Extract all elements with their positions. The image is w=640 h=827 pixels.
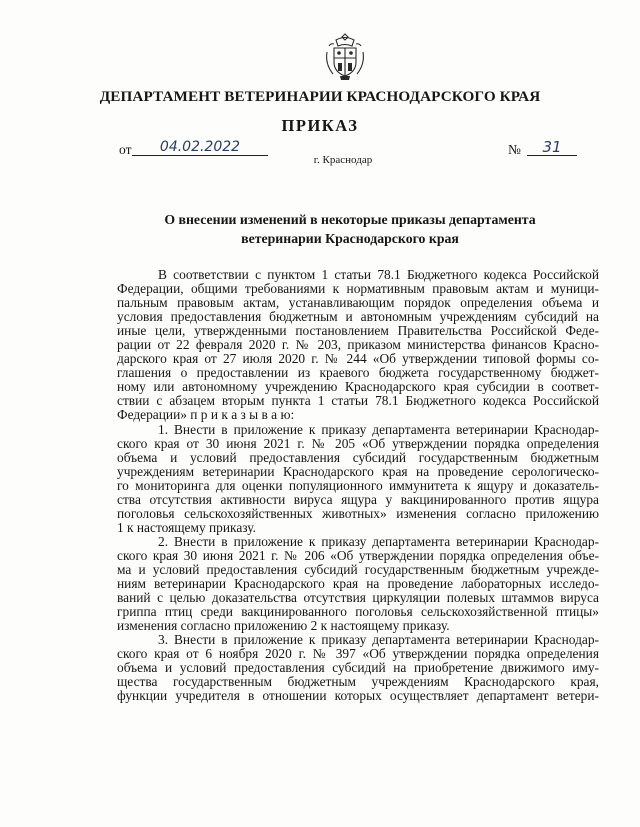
subject-line: О внесении изменений в некоторые приказы департамента: [164, 212, 536, 227]
body-line: 1. Внести в приложение к приказу департамента ветеринарии Краснодар-: [158, 422, 599, 437]
document-body: [117, 268, 599, 703]
document-type: ПРИКАЗ: [281, 116, 359, 135]
subject-line: ветеринарии Краснодарского края: [241, 231, 459, 246]
body-line: Федерации, общими требованиями к нормативным правовым актам и муници-: [117, 282, 599, 297]
body-line: 3. Внести в приложение к приказу департамента ветеринарии Краснодар-: [158, 633, 599, 648]
document-subject: [150, 210, 550, 248]
city-label: г. Краснодар: [313, 154, 373, 166]
body-line: функции учредителя в отношении которых осуществляет департамент ветери-: [117, 689, 599, 704]
body-line: рации от 22 февраля 2020 г. № 203, приказом министерства финансов Красно-: [117, 338, 599, 353]
body-line: ского края от 6 ноября 2020 г. № 397 «Об утверждении порядка определения: [117, 647, 599, 662]
number-prefix: №: [508, 142, 521, 157]
body-line: ниям ветеринарии Краснодарского края на проведение лабораторных исследо-: [117, 577, 599, 592]
body-line: В соответствии с пунктом 1 статьи 78.1 Бюджетного кодекса Российской: [158, 268, 599, 282]
date-prefix: от: [119, 142, 132, 157]
body-line: Федерации» п р и к а з ы в а ю:: [117, 408, 295, 423]
body-line: условия предоставления бюджетным и автономным учреждениям субсидий на: [117, 310, 599, 325]
body-line: объема и условий предоставления субсидий государственным бюджетным: [117, 450, 599, 465]
order-number: 31: [527, 139, 577, 156]
body-line: ства отсутствия активности вируса ящура у вакцинированного против ящура: [117, 492, 599, 507]
body-line: ному или автономному учреждению Краснодарского края субсидии в соответ-: [117, 380, 599, 395]
body-line: пальным правовым актам, устанавливающим порядок определения объема и: [117, 296, 599, 311]
body-line: ствии с абзацем вторым пункта 1 статьи 78.1 Бюджетного кодекса Российской: [117, 394, 599, 409]
body-line: ского края 30 июня 2021 г. № 206 «Об утверждении порядка определения объе-: [117, 548, 599, 563]
body-line: дарского края от 27 июля 2020 г. № 244 «Об утверждении типовой формы со-: [117, 352, 599, 367]
order-date: 04.02.2022: [132, 139, 268, 156]
body-line: го мониторинга для оценки популяционного иммунитета к ящуру и доказатель-: [117, 478, 599, 493]
body-line: щества государственным бюджетным учреждениям Краснодарского края,: [117, 675, 599, 690]
department-name: ДЕПАРТАМЕНТ ВЕТЕРИНАРИИ КРАСНОДАРСКОГО КРАЯ: [99, 88, 541, 105]
body-line: гриппа птиц среди вакцинированного поголовья сельскохозяйственной птицы»: [117, 605, 599, 620]
body-line: ского края от 30 июня 2021 г. № 205 «Об утверждении порядка определения: [117, 436, 599, 451]
body-line: учреждениям ветеринарии Краснодарского края на проведение серологическо-: [117, 464, 599, 479]
body-line: глашения о предоставлении из краевого бюджета государственному бюджет-: [117, 366, 599, 381]
body-line: иные цели, утвержденными постановлением Правительства Российской Феде-: [117, 324, 599, 339]
body-line: ма и условий предоставления субсидий государственным бюджетным учрежде-: [117, 562, 599, 577]
body-line: поголовья сельскохозяйственных животных» изменения согласно приложению: [117, 506, 599, 521]
body-line: объема и условий предоставления субсидий на приобретение движимого иму-: [117, 661, 599, 676]
body-line: ваний с целью доказательства отсутствия циркуляции полевых штаммов вируса: [117, 591, 599, 606]
body-line: 2. Внести в приложение к приказу департамента ветеринарии Краснодар-: [158, 534, 599, 549]
coat-of-arms-emblem: [324, 30, 366, 82]
body-line: изменения согласно приложению 2 к настоящему приказу.: [117, 619, 450, 634]
body-line: 1 к настоящему приказу.: [117, 520, 256, 535]
